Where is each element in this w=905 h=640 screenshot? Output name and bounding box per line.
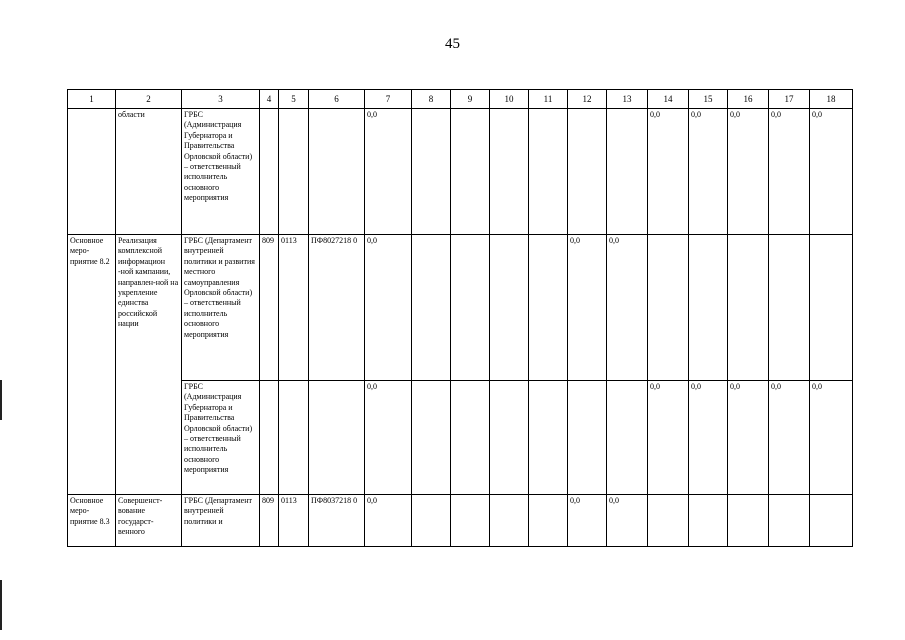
column-header: 7 xyxy=(365,90,412,109)
table-cell xyxy=(568,109,607,235)
table-cell xyxy=(607,381,648,495)
scan-edge-mark xyxy=(0,580,2,630)
table-cell: Основное меро-приятие 8.2 xyxy=(68,235,116,495)
table-cell xyxy=(451,381,490,495)
table-cell: 809 xyxy=(260,235,279,381)
table-cell xyxy=(568,381,607,495)
table-cell xyxy=(769,495,810,547)
header-row xyxy=(68,90,853,109)
budget-table xyxy=(67,89,853,547)
column-header: 14 xyxy=(648,90,689,109)
table-row xyxy=(68,381,853,495)
table-cell: ГРБС (Администрация Губернатора и Правительства Орловской области) – ответственный исполнитель основного мероприятия xyxy=(182,381,260,495)
table-cell xyxy=(810,235,853,381)
table-cell xyxy=(769,235,810,381)
table-cell xyxy=(279,109,309,235)
table-cell xyxy=(810,495,853,547)
table-cell xyxy=(529,495,568,547)
table-cell: 0,0 xyxy=(689,381,728,495)
table-cell: ПФ8037218 0 xyxy=(309,495,365,547)
column-header: 17 xyxy=(769,90,810,109)
table-cell xyxy=(529,381,568,495)
table-cell xyxy=(689,495,728,547)
table-cell xyxy=(728,495,769,547)
table-cell xyxy=(451,109,490,235)
table-cell xyxy=(260,381,279,495)
column-header: 18 xyxy=(810,90,853,109)
table-cell: 0113 xyxy=(279,235,309,381)
table-cell xyxy=(648,495,689,547)
column-header: 8 xyxy=(412,90,451,109)
table-cell: Основное меро-приятие 8.3 xyxy=(68,495,116,547)
table-row xyxy=(68,109,853,235)
column-header: 11 xyxy=(529,90,568,109)
table-cell: 0,0 xyxy=(648,381,689,495)
table-cell xyxy=(490,235,529,381)
table-cell: ГРБС (Департамент внутренней политики и xyxy=(182,495,260,547)
table-cell: 0,0 xyxy=(689,109,728,235)
table-cell: 0,0 xyxy=(648,109,689,235)
table-cell xyxy=(279,381,309,495)
table-cell: 0,0 xyxy=(769,109,810,235)
table-cell: 809 xyxy=(260,495,279,547)
table-cell: 0,0 xyxy=(568,235,607,381)
table-cell xyxy=(309,109,365,235)
table-cell: 0,0 xyxy=(769,381,810,495)
table-row xyxy=(68,495,853,547)
table-cell: 0,0 xyxy=(810,109,853,235)
table-cell xyxy=(529,109,568,235)
table-cell xyxy=(490,381,529,495)
column-header: 12 xyxy=(568,90,607,109)
table-cell: Совершенст-вование государст-венного xyxy=(116,495,182,547)
table-cell xyxy=(412,109,451,235)
column-header: 10 xyxy=(490,90,529,109)
table-cell xyxy=(689,235,728,381)
column-header: 4 xyxy=(260,90,279,109)
page-number: 45 xyxy=(445,36,460,52)
table-cell xyxy=(648,235,689,381)
table-cell xyxy=(490,109,529,235)
table-cell xyxy=(309,381,365,495)
table-cell: 0113 xyxy=(279,495,309,547)
column-header: 3 xyxy=(182,90,260,109)
table-cell: 0,0 xyxy=(365,495,412,547)
column-header: 5 xyxy=(279,90,309,109)
table-cell xyxy=(607,109,648,235)
table-cell xyxy=(490,495,529,547)
table-cell xyxy=(68,109,116,235)
column-header: 16 xyxy=(728,90,769,109)
column-header: 13 xyxy=(607,90,648,109)
column-header: 15 xyxy=(689,90,728,109)
column-header: 2 xyxy=(116,90,182,109)
table-cell: Реализация комплексной информацион -ной кампании, направлен-ной на укрепление единства российской нации xyxy=(116,235,182,495)
table-cell: 0,0 xyxy=(365,235,412,381)
table-cell xyxy=(451,235,490,381)
table-cell xyxy=(412,495,451,547)
table-cell: ГРБС (Администрация Губернатора и Правительства Орловской области) – ответственный исполнитель основного мероприятия xyxy=(182,109,260,235)
table-cell xyxy=(260,109,279,235)
table-cell: 0,0 xyxy=(365,381,412,495)
table-cell: ГРБС (Департамент внутренней политики и развития местного самоуправления Орловской области) – ответственный исполнитель основного мероприятия xyxy=(182,235,260,381)
column-header: 1 xyxy=(68,90,116,109)
table-cell: 0,0 xyxy=(810,381,853,495)
table-cell: 0,0 xyxy=(365,109,412,235)
table-cell xyxy=(529,235,568,381)
table-cell: 0,0 xyxy=(568,495,607,547)
table-cell: ПФ8027218 0 xyxy=(309,235,365,381)
table-cell: области xyxy=(116,109,182,235)
table-row xyxy=(68,235,853,381)
table-cell xyxy=(728,235,769,381)
table-cell: 0,0 xyxy=(607,235,648,381)
scan-edge-mark xyxy=(0,380,2,420)
table-cell: 0,0 xyxy=(728,109,769,235)
table-cell: 0,0 xyxy=(728,381,769,495)
column-header: 6 xyxy=(309,90,365,109)
table-cell xyxy=(451,495,490,547)
table-cell xyxy=(412,381,451,495)
column-header: 9 xyxy=(451,90,490,109)
table-cell xyxy=(412,235,451,381)
table-cell: 0,0 xyxy=(607,495,648,547)
